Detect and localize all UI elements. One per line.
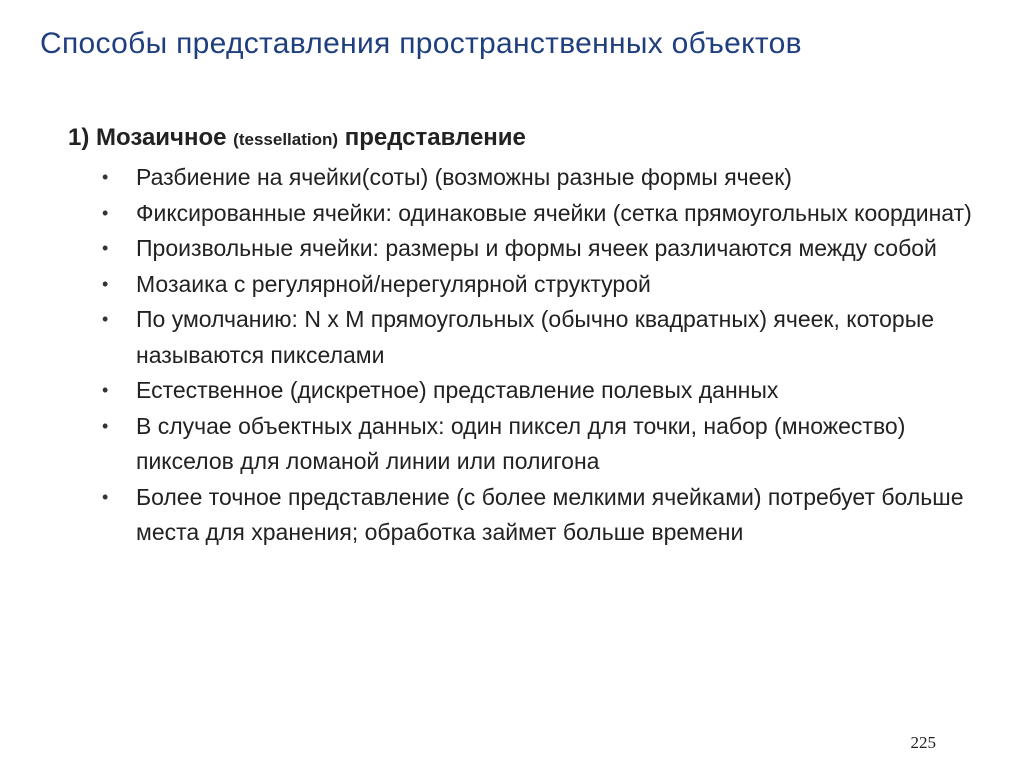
bullet-icon: • <box>102 238 109 258</box>
bullet-icon: • <box>102 380 109 400</box>
bullet-text: В случае объектных данных: один пиксел для точки, набор (множество) пикселов для ломаной линии или полигона <box>136 412 906 474</box>
slide-content <box>68 124 978 551</box>
bullet-item <box>102 373 978 409</box>
bullet-icon: • <box>102 486 109 507</box>
bullet-item <box>102 480 978 551</box>
section-heading-prefix: 1) Мозаичное <box>68 124 234 151</box>
slide-title: Способы представления пространственных объектов <box>40 27 802 60</box>
bullet-item <box>102 231 978 267</box>
bullet-icon: • <box>102 309 109 329</box>
bullet-icon: • <box>102 167 109 187</box>
bullet-text: Мозаика с регулярной/нерегулярной структурой <box>136 270 651 297</box>
page-number: 225 <box>910 733 936 752</box>
bullet-item <box>102 409 978 480</box>
bullet-text: Разбиение на ячейки(соты) (возможны разные формы ячеек) <box>136 164 792 190</box>
section-heading-term: (tessellation) <box>233 130 339 149</box>
bullet-text: Произвольные ячейки: размеры и формы ячеек различаются между собой <box>136 235 937 261</box>
bullet-list <box>68 160 978 551</box>
bullet-text: Естественное (дискретное) представление полевых данных <box>136 377 779 403</box>
section-heading <box>68 124 978 152</box>
bullet-item <box>102 267 978 303</box>
bullet-icon: • <box>102 273 109 294</box>
bullet-item <box>102 302 978 373</box>
bullet-icon: • <box>102 202 109 223</box>
bullet-item <box>102 196 978 232</box>
bullet-icon: • <box>102 415 109 436</box>
bullet-item <box>102 160 978 196</box>
bullet-text: Фиксированные ячейки: одинаковые ячейки (сетка прямоугольных координат) <box>136 199 972 226</box>
section-heading-suffix: представление <box>338 124 526 151</box>
bullet-text: Более точное представление (с более мелкими ячейками) потребует больше места для хранения; обработка займет больше времени <box>136 483 964 545</box>
bullet-text: По умолчанию: N x M прямоугольных (обычно квадратных) ячеек, которые называются пикселами <box>136 306 935 368</box>
